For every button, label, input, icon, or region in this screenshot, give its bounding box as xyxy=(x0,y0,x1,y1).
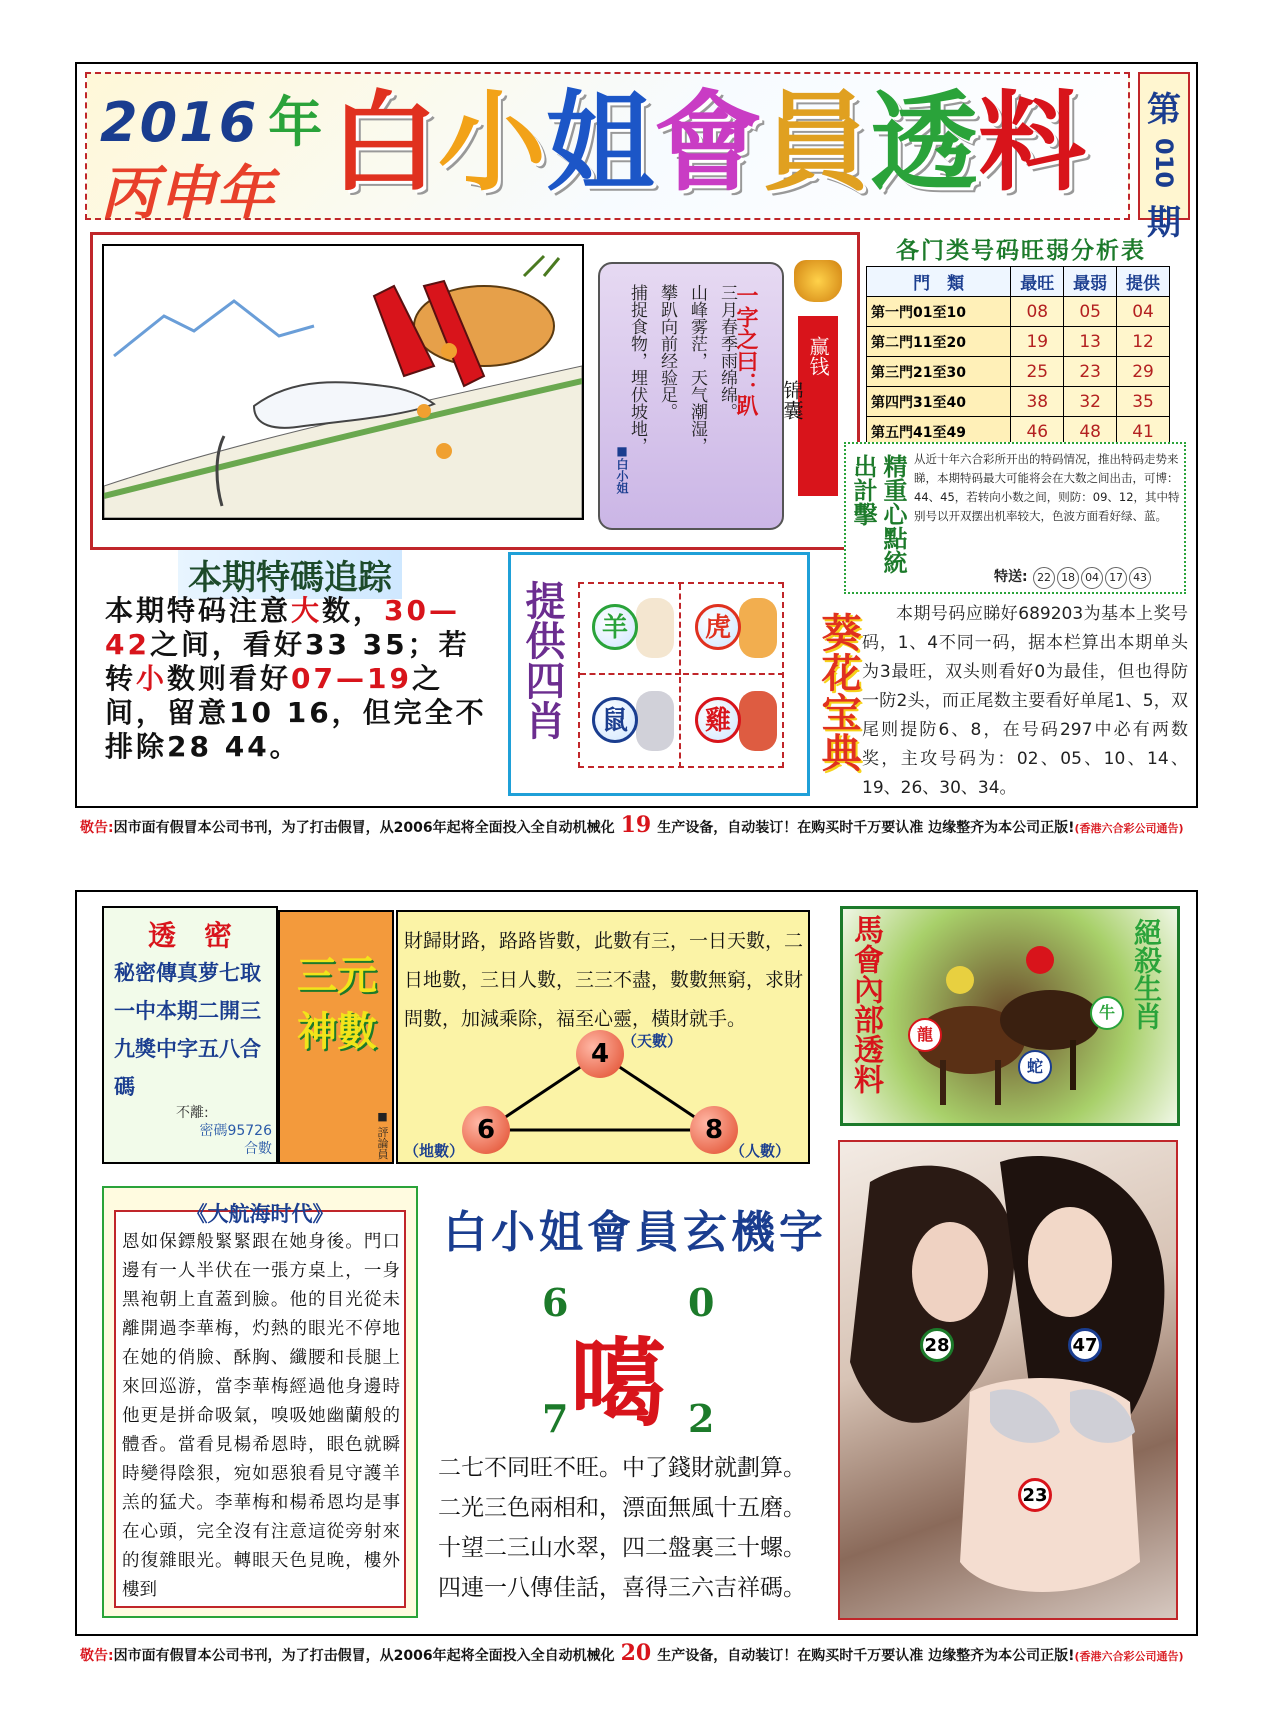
mystic-num-tr: 0 xyxy=(688,1280,715,1325)
header-title-char: 會 xyxy=(654,81,763,206)
stats-cell: 32 xyxy=(1064,387,1117,417)
sunflower-text: 本期号码应睇好689203为基本上奖号码，1、4不同一码，据本栏算出本期单头为3最旺，双头则看好0为最佳，但也得防一防2头，而正尾数主要看好单尾1、5，双尾则提防6、8，在号码297中必有两数奖，主攻号码为：02、05、10、14、19、26、30、34。 xyxy=(862,604,1188,798)
stats-table-wrap xyxy=(866,266,1170,447)
special-number-ball: 17 xyxy=(1105,567,1127,589)
stats-title: 各门类号码旺弱分析表 xyxy=(896,238,1146,264)
bag-label-2: 赢钱 xyxy=(806,336,830,376)
notice-2-page: 20 xyxy=(620,1640,652,1666)
photo-ball-1: 28 xyxy=(920,1328,954,1362)
issue-prefix: 第 xyxy=(1147,90,1181,130)
tracking-text-part: 小 xyxy=(136,662,168,695)
tracking-text-part: 07—19 xyxy=(291,662,412,695)
bag-icon xyxy=(794,260,842,302)
table-row xyxy=(867,387,1170,417)
zodiac-cell xyxy=(580,584,681,675)
stats-cell: 12 xyxy=(1117,327,1170,357)
stats-cell: 13 xyxy=(1064,327,1117,357)
scroll-line: 三月春季雨绵绵。 xyxy=(717,284,737,420)
mystic-poem xyxy=(438,1448,838,1608)
header-title-char: 小 xyxy=(438,81,547,206)
poem-line: 二七不同旺不旺。中了錢財就劃算。 xyxy=(438,1455,806,1481)
node-sky-label: （天數） xyxy=(622,1032,683,1050)
header-year: 2016 年 xyxy=(100,91,325,154)
header-year-char: 年 xyxy=(268,91,325,154)
scroll-line: 攀趴向前经验足。 xyxy=(657,284,677,420)
notice-1-page: 19 xyxy=(620,812,652,838)
header-title-char: 透 xyxy=(870,81,979,206)
tracking-text-part: 数则看好 xyxy=(167,662,292,695)
zodiac-animal-ball: 虎 xyxy=(695,604,741,650)
sanyuan-text: 財歸財路，路路皆數，此數有三，一日天數，二日地數，三日人數，三三不盡，數數無窮，求財問數，加減乘除，福至心靈，橫財就手。 xyxy=(404,930,804,1030)
sanyuan-label: 三元神數 xyxy=(297,953,377,1055)
zodiac-animal-icon xyxy=(739,691,777,751)
zodiac-animal-icon xyxy=(636,691,674,751)
secret-footer xyxy=(176,1104,272,1158)
focus-special-label: 特送: xyxy=(994,569,1028,585)
stats-cell: 23 xyxy=(1064,357,1117,387)
horse-label-2: 絕殺生肖 xyxy=(1130,918,1163,1030)
notice-2-signature: (香港六合彩公司通告) xyxy=(1074,1650,1184,1663)
issue-box xyxy=(1138,72,1190,243)
notice-1-prefix: 敬告: xyxy=(80,820,114,836)
header-title-char: 員 xyxy=(762,81,871,206)
secret-footer-1: 不離: xyxy=(176,1105,209,1121)
photo-ball-3: 23 xyxy=(1018,1478,1052,1512)
notice-1 xyxy=(80,812,1200,838)
stats-header-cell: 提供 xyxy=(1117,267,1170,297)
tracking-text xyxy=(105,594,497,764)
node-man-label: （人數） xyxy=(730,1142,791,1160)
stats-cell: 38 xyxy=(1011,387,1064,417)
tracking-text-part: 数， xyxy=(322,594,385,627)
mystic-num-br: 2 xyxy=(688,1396,715,1441)
mystic-num-bl: 7 xyxy=(542,1396,569,1441)
stats-cell: 第二門11至20 xyxy=(867,327,1011,357)
header-title xyxy=(330,81,1087,206)
tracking-text-part: 本期特码注意 xyxy=(105,594,292,627)
notice-1-signature: (香港六合彩公司通告) xyxy=(1074,822,1184,835)
tracking-text-part: 之间，看好33 35；若转 xyxy=(105,628,470,695)
illustration xyxy=(102,244,584,520)
tracking-title: 本期特碼追踪 xyxy=(178,550,402,599)
stats-header-cell: 最弱 xyxy=(1064,267,1117,297)
node-earth-label: （地數） xyxy=(404,1142,465,1160)
tracking-text-part: 30—42 xyxy=(105,594,461,661)
notice-2-text: 因市面有假冒本公司书刊，为了打击假冒，从2006年起将全面投入全自动机械化 xyxy=(113,1648,615,1664)
zodiac-grid xyxy=(578,582,784,768)
table-row xyxy=(867,357,1170,387)
header-title-char: 料 xyxy=(978,81,1087,206)
stats-cell: 第三門21至30 xyxy=(867,357,1011,387)
stats-cell: 48 xyxy=(1064,417,1117,447)
stats-cell: 25 xyxy=(1011,357,1064,387)
tracking-text-part: 之间，留意10 16，但完全不排除28 44。 xyxy=(105,662,487,763)
header-ganzhi: 丙申年 xyxy=(100,159,275,227)
table-row xyxy=(867,297,1170,327)
stats-cell: 19 xyxy=(1011,327,1064,357)
scroll-title: 一字之曰：趴 xyxy=(733,284,758,416)
notice-2-text-2: 生产设备，自动装订！在购买时千万要认准 边缘整齐为本公司正版! xyxy=(657,1648,1075,1664)
mystic-char: 噶 xyxy=(570,1328,666,1440)
zodiac-animal-ball: 鼠 xyxy=(592,697,638,743)
bag-label: 锦囊 xyxy=(780,380,804,420)
tracking-text-part: 大 xyxy=(291,594,323,627)
header-title-char: 白 xyxy=(330,81,439,206)
woman-photo-image xyxy=(840,1142,1176,1618)
zodiac-cell xyxy=(580,677,681,768)
stats-cell: 第四門31至40 xyxy=(867,387,1011,417)
photo-frame xyxy=(838,1140,1178,1620)
header-title-char: 姐 xyxy=(546,81,655,206)
special-number-ball: 43 xyxy=(1129,567,1151,589)
zodiac-cell xyxy=(683,584,784,675)
node-man: 8 xyxy=(690,1106,738,1154)
cat-crawling-image xyxy=(104,246,582,518)
focus-label: 精重心點統出計擊 xyxy=(849,454,907,574)
node-sky: 4 xyxy=(576,1030,624,1078)
special-number-ball: 04 xyxy=(1081,567,1103,589)
secret-title: 透 密 xyxy=(147,919,232,952)
stats-cell: 08 xyxy=(1011,297,1064,327)
novel-title: 《大航海时代》 xyxy=(186,1202,334,1226)
node-earth: 6 xyxy=(462,1106,510,1154)
stats-cell: 05 xyxy=(1064,297,1117,327)
issue-suffix: 期 xyxy=(1147,203,1181,243)
stats-cell: 35 xyxy=(1117,387,1170,417)
stats-cell: 04 xyxy=(1117,297,1170,327)
issue-number: 010 xyxy=(1150,137,1178,189)
secret-text: 秘密傳真萝七取一中本期二開三九獎中字五八合碼 xyxy=(114,961,261,1099)
notice-1-text-2: 生产设备，自动装订！在购买时千万要认准 边缘整齐为本公司正版! xyxy=(657,820,1075,836)
scroll-lines xyxy=(622,284,742,474)
stats-cell: 46 xyxy=(1011,417,1064,447)
sunflower-label: 葵花宝典 xyxy=(815,612,861,772)
zodiac-label: 提供四肖 xyxy=(519,580,565,740)
zodiac-cell xyxy=(683,677,784,768)
zodiac-animal-ball: 雞 xyxy=(695,697,741,743)
zodiac-animal-ball: 羊 xyxy=(592,604,638,650)
novel-text: 恩如保鏢般緊緊跟在她身後。門口邊有一人半伏在一張方桌上，一身黑袍朝上直蓋到臉。他的目光從未離開過李華梅，灼熱的眼光不停地在她的俏臉、酥胸、纖腰和長腿上來回巡游，當李華梅經過他身邊時他更是拼命吸氣，嗅吸她幽蘭般的體香。當看見楊希恩時，眼色就瞬時變得陰狠，宛如惡狼看見守護羊羔的猛犬。李華梅和楊希恩均是事在心頭，完全沒有注意這從旁射來的復雜眼光。轉眼天色見晚，樓外樓到 xyxy=(122,1232,400,1600)
mystic-num-tl: 6 xyxy=(542,1280,569,1325)
stats-header-cell: 門 類 xyxy=(867,267,1011,297)
stats-cell: 第五門41至49 xyxy=(867,417,1011,447)
table-row xyxy=(867,327,1170,357)
photo-ball-2: 47 xyxy=(1068,1328,1102,1362)
notice-2 xyxy=(80,1640,1200,1666)
zodiac-animal-icon xyxy=(636,598,674,658)
mystic-title: 白小姐會員玄機字 xyxy=(443,1207,827,1258)
stats-header-cell: 最旺 xyxy=(1011,267,1064,297)
focus-special xyxy=(994,566,1152,589)
secret-footer-3: 合數 xyxy=(244,1141,272,1157)
stats-cell: 29 xyxy=(1117,357,1170,387)
scroll-line: 山峰雾茫，天气潮湿， xyxy=(687,284,707,454)
notice-2-prefix: 敬告: xyxy=(80,1648,114,1664)
scroll xyxy=(598,262,784,530)
stats-header-row xyxy=(867,267,1170,297)
poem-line: 四連一八傳佳話，喜得三六吉祥碼。 xyxy=(438,1575,806,1601)
stats-cell: 第一門01至10 xyxy=(867,297,1011,327)
stats-cell: 41 xyxy=(1117,417,1170,447)
horse-tag-dragon: 龍 xyxy=(908,1018,942,1052)
notice-1-text: 因市面有假冒本公司书刊，为了打击假冒，从2006年起将全面投入全自动机械化 xyxy=(113,820,615,836)
special-number-ball: 18 xyxy=(1057,567,1079,589)
scroll-line: 捕捉食物，埋伏坡地， xyxy=(627,284,647,454)
scroll-author: ■白小姐 xyxy=(615,444,629,494)
racehorse-image xyxy=(900,920,1120,1110)
poem-line: 二光三色兩相和，漂面無風十五磨。 xyxy=(438,1495,806,1521)
poem-line: 十望二三山水翠，四二盤裏三十螺。 xyxy=(438,1535,806,1561)
special-number-ball: 22 xyxy=(1033,567,1055,589)
horse-tag-ox: 牛 xyxy=(1090,996,1124,1030)
stats-table xyxy=(866,266,1170,447)
focus-text: 从近十年六合彩所开出的特码情况，推出特码走势来睇，本期特码最大可能将会在大数之间出击，可博：44、45，若转向小数之间，则防：09、12，其中特别号以开双摆出机率较大，色波方面看好绿、蓝。 xyxy=(914,452,1180,523)
horse-tag-snake: 蛇 xyxy=(1018,1050,1052,1084)
zodiac-animal-icon xyxy=(739,598,777,658)
lucky-bag xyxy=(780,260,846,500)
sanyuan-side: ■ 評論員 xyxy=(376,1110,389,1160)
secret-footer-2: 密碼95726 xyxy=(199,1123,272,1139)
horse-label: 馬會內部透料 xyxy=(848,914,883,1094)
